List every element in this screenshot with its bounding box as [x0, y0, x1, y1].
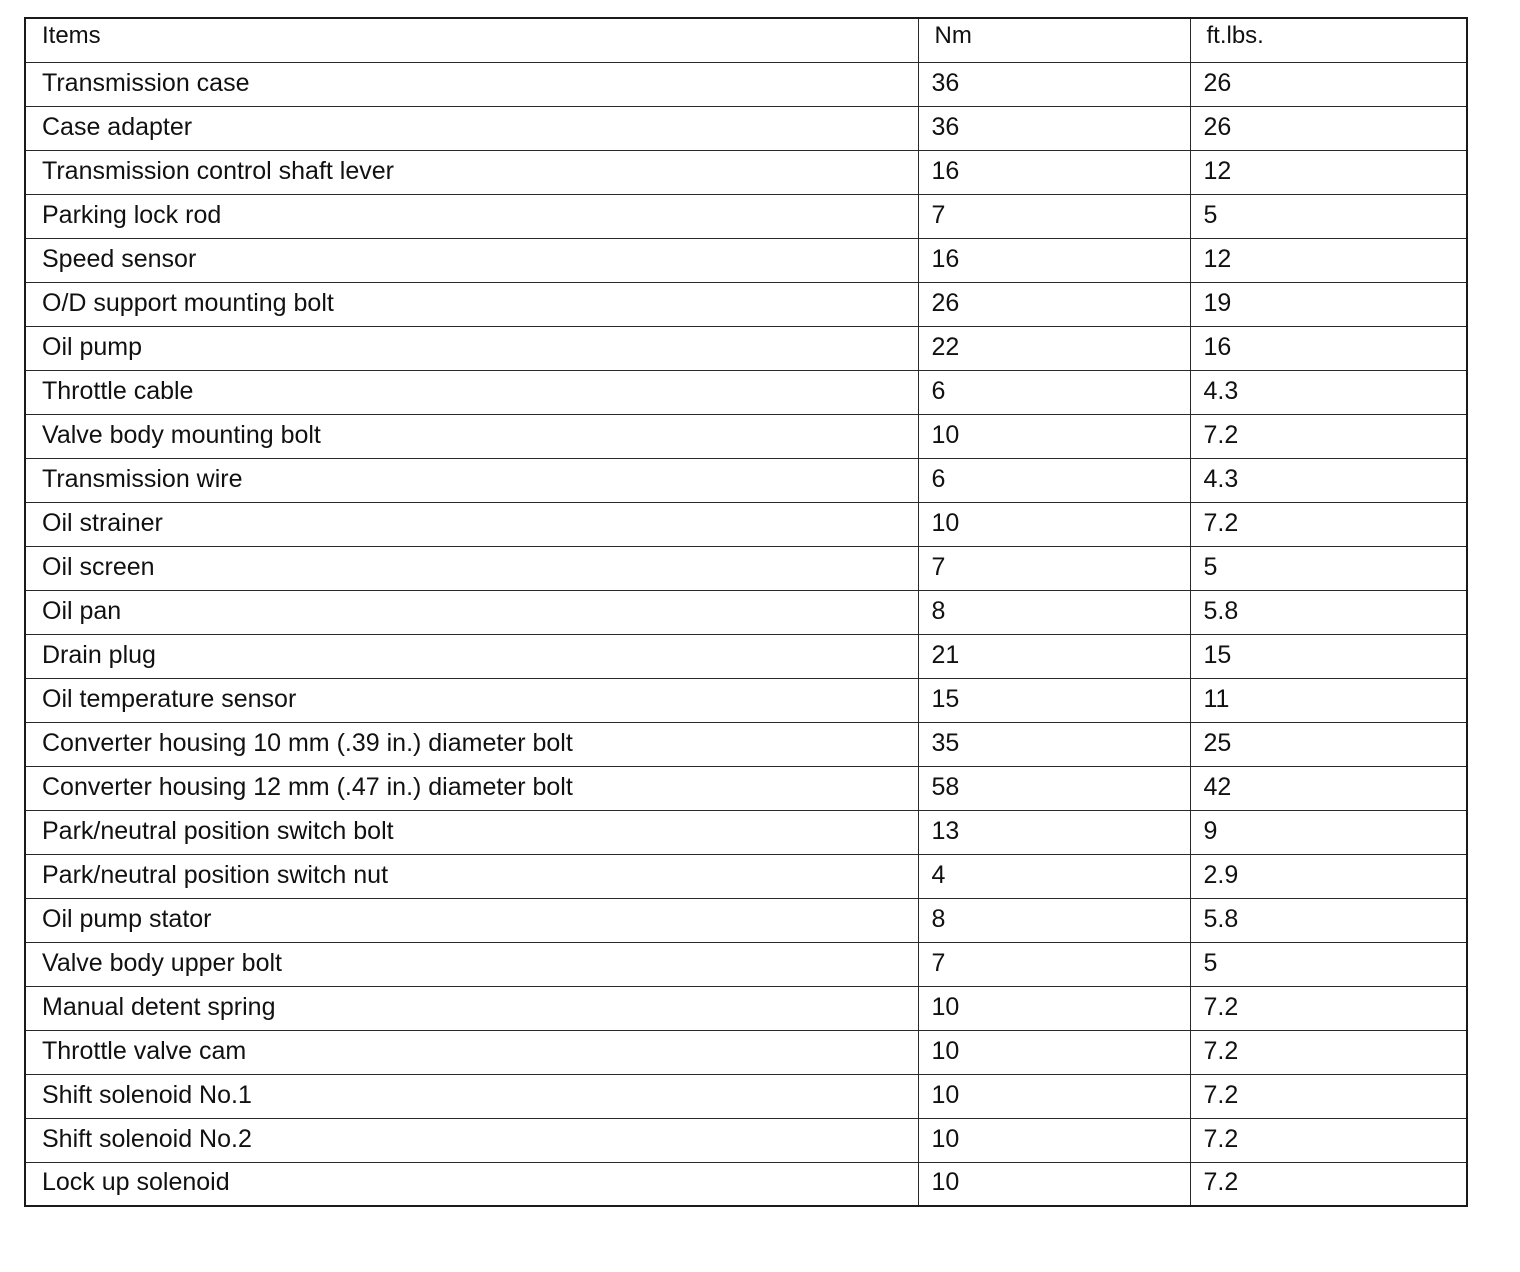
- cell-ft-lbs: 15: [1190, 634, 1467, 678]
- table-row: [25, 898, 1467, 942]
- cell-nm: 36: [918, 62, 1190, 106]
- table-row: [25, 942, 1467, 986]
- cell-item: Lock up solenoid: [25, 1162, 918, 1206]
- table-row: [25, 546, 1467, 590]
- cell-ft-lbs: 42: [1190, 766, 1467, 810]
- cell-ft-lbs: 5.8: [1190, 590, 1467, 634]
- cell-item: Oil temperature sensor: [25, 678, 918, 722]
- table-row: [25, 766, 1467, 810]
- cell-nm: 8: [918, 898, 1190, 942]
- cell-item: Transmission wire: [25, 458, 918, 502]
- table-row: [25, 238, 1467, 282]
- table-row: [25, 326, 1467, 370]
- cell-item: Parking lock rod: [25, 194, 918, 238]
- table-row: [25, 810, 1467, 854]
- header-items: Items: [25, 18, 918, 62]
- table-row: [25, 678, 1467, 722]
- cell-nm: 21: [918, 634, 1190, 678]
- header-nm: Nm: [918, 18, 1190, 62]
- table-row: [25, 722, 1467, 766]
- cell-nm: 16: [918, 238, 1190, 282]
- cell-item: Oil pump stator: [25, 898, 918, 942]
- header-row: [25, 18, 1467, 62]
- cell-item: Transmission control shaft lever: [25, 150, 918, 194]
- cell-nm: 8: [918, 590, 1190, 634]
- cell-nm: 36: [918, 106, 1190, 150]
- cell-ft-lbs: 7.2: [1190, 986, 1467, 1030]
- cell-nm: 26: [918, 282, 1190, 326]
- cell-nm: 10: [918, 1074, 1190, 1118]
- table-row: [25, 1162, 1467, 1206]
- table-row: [25, 1074, 1467, 1118]
- table-row: [25, 62, 1467, 106]
- table-row: [25, 370, 1467, 414]
- cell-nm: 7: [918, 546, 1190, 590]
- table-row: [25, 458, 1467, 502]
- cell-item: O/D support mounting bolt: [25, 282, 918, 326]
- cell-item: Oil pump: [25, 326, 918, 370]
- cell-nm: 13: [918, 810, 1190, 854]
- table-row: [25, 194, 1467, 238]
- cell-nm: 6: [918, 370, 1190, 414]
- cell-ft-lbs: 7.2: [1190, 414, 1467, 458]
- cell-item: Shift solenoid No.1: [25, 1074, 918, 1118]
- header-ft-lbs: ft.lbs.: [1190, 18, 1467, 62]
- cell-ft-lbs: 7.2: [1190, 502, 1467, 546]
- cell-ft-lbs: 5.8: [1190, 898, 1467, 942]
- table-row: [25, 282, 1467, 326]
- cell-ft-lbs: 25: [1190, 722, 1467, 766]
- torque-spec-table: [24, 17, 1468, 1207]
- cell-ft-lbs: 4.3: [1190, 458, 1467, 502]
- cell-nm: 10: [918, 414, 1190, 458]
- cell-ft-lbs: 12: [1190, 238, 1467, 282]
- cell-ft-lbs: 19: [1190, 282, 1467, 326]
- table-header: [25, 18, 1467, 62]
- cell-ft-lbs: 5: [1190, 546, 1467, 590]
- cell-ft-lbs: 26: [1190, 62, 1467, 106]
- cell-item: Oil screen: [25, 546, 918, 590]
- table-row: [25, 634, 1467, 678]
- cell-item: Case adapter: [25, 106, 918, 150]
- cell-ft-lbs: 7.2: [1190, 1162, 1467, 1206]
- cell-ft-lbs: 5: [1190, 194, 1467, 238]
- cell-nm: 15: [918, 678, 1190, 722]
- cell-item: Transmission case: [25, 62, 918, 106]
- cell-nm: 4: [918, 854, 1190, 898]
- table-row: [25, 854, 1467, 898]
- table-row: [25, 986, 1467, 1030]
- cell-ft-lbs: 7.2: [1190, 1074, 1467, 1118]
- cell-ft-lbs: 26: [1190, 106, 1467, 150]
- cell-nm: 10: [918, 1030, 1190, 1074]
- cell-nm: 6: [918, 458, 1190, 502]
- cell-item: Shift solenoid No.2: [25, 1118, 918, 1162]
- cell-item: Converter housing 10 mm (.39 in.) diameter bolt: [25, 722, 918, 766]
- cell-item: Valve body mounting bolt: [25, 414, 918, 458]
- cell-nm: 10: [918, 986, 1190, 1030]
- cell-nm: 16: [918, 150, 1190, 194]
- cell-ft-lbs: 4.3: [1190, 370, 1467, 414]
- cell-nm: 7: [918, 942, 1190, 986]
- cell-item: Park/neutral position switch nut: [25, 854, 918, 898]
- cell-nm: 35: [918, 722, 1190, 766]
- cell-item: Manual detent spring: [25, 986, 918, 1030]
- cell-nm: 7: [918, 194, 1190, 238]
- cell-ft-lbs: 7.2: [1190, 1118, 1467, 1162]
- cell-ft-lbs: 2.9: [1190, 854, 1467, 898]
- cell-nm: 10: [918, 502, 1190, 546]
- cell-ft-lbs: 7.2: [1190, 1030, 1467, 1074]
- cell-ft-lbs: 12: [1190, 150, 1467, 194]
- cell-item: Oil pan: [25, 590, 918, 634]
- table-row: [25, 1118, 1467, 1162]
- cell-ft-lbs: 9: [1190, 810, 1467, 854]
- cell-nm: 22: [918, 326, 1190, 370]
- table-body: [25, 62, 1467, 1206]
- table-row: [25, 106, 1467, 150]
- cell-ft-lbs: 5: [1190, 942, 1467, 986]
- cell-item: Oil strainer: [25, 502, 918, 546]
- cell-item: Valve body upper bolt: [25, 942, 918, 986]
- table-row: [25, 150, 1467, 194]
- cell-nm: 10: [918, 1118, 1190, 1162]
- table-row: [25, 590, 1467, 634]
- cell-item: Drain plug: [25, 634, 918, 678]
- table-row: [25, 414, 1467, 458]
- cell-ft-lbs: 16: [1190, 326, 1467, 370]
- cell-ft-lbs: 11: [1190, 678, 1467, 722]
- cell-item: Throttle valve cam: [25, 1030, 918, 1074]
- cell-nm: 10: [918, 1162, 1190, 1206]
- table-row: [25, 1030, 1467, 1074]
- cell-item: Speed sensor: [25, 238, 918, 282]
- cell-item: Converter housing 12 mm (.47 in.) diameter bolt: [25, 766, 918, 810]
- cell-item: Throttle cable: [25, 370, 918, 414]
- cell-nm: 58: [918, 766, 1190, 810]
- table-row: [25, 502, 1467, 546]
- cell-item: Park/neutral position switch bolt: [25, 810, 918, 854]
